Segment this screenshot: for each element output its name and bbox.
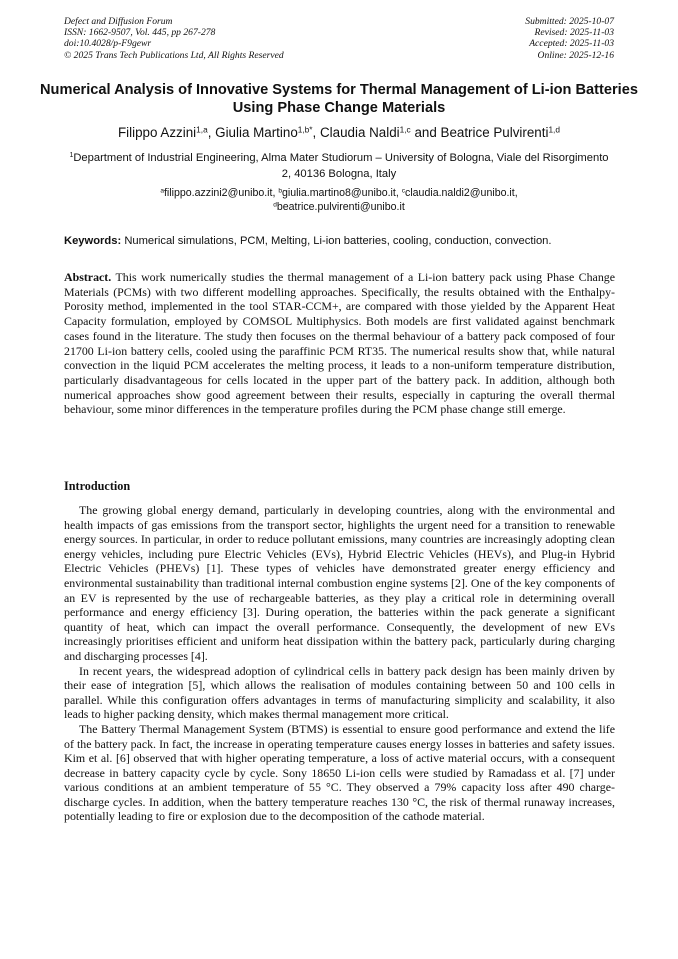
journal-copyright: © 2025 Trans Tech Publications Ltd, All Rights Reserved: [64, 49, 284, 61]
affiliation-mark: 1: [69, 152, 74, 160]
author-list: [20, 125, 658, 141]
email-mark: b: [278, 187, 283, 195]
affiliation-text: Department of Industrial Engineering, Alma Mater Studiorum – University of Bologna, Viale del Risorgimento 2, 40136 Bologna, Italy: [73, 152, 609, 180]
email-mark: a: [160, 187, 164, 195]
paper-title: Numerical Analysis of Innovative Systems for Thermal Management of Li-ion Batteries Using Phase Change Materials: [40, 82, 638, 116]
author-separator: and: [410, 125, 441, 140]
introduction-body: [64, 503, 615, 824]
author-affiliation-mark: 1,c: [399, 124, 411, 135]
email-list: $^a$filippo.azzini2@unibo.it, $^b$giulia.martino8@unibo.it, $^c$claudia.naldi2@unibo.it, $^d$beatrice.pulvirenti@unibo.it: [160, 187, 518, 213]
journal-doi: doi:10.4028/p-F9gewr: [64, 38, 152, 50]
author-name: Beatrice Pulvirenti: [440, 125, 549, 140]
paragraph: The Battery Thermal Management System (BTMS) is essential to ensure good performance and extend the life of the battery pack. In fact, the increase in operating temperature causes energy losses in batteries and safety issues. Kim et al. [6] observed that with higher operating temperature, a loss of active material occurs, with a consequent decrease in battery capacity cycle by cycle. Sony 18650 Li-ion cells were studied by Ramadass et al. [7] under various conditions at an ambient temperature of 55 °C. They observed a 79% capacity loss after 490 charge-discharge cycles. In addition, when the battery temperature reaches 130 °C, the risk of thermal runaway increases, potentially leading to fire or explosion due to the decomposition of the cathode material.: [64, 721, 615, 824]
accepted-date: Accepted: 2025-11-03: [529, 38, 614, 50]
email-mark: c: [401, 187, 406, 195]
author-affiliation-mark: 1,b*: [297, 124, 313, 135]
email-address[interactable]: claudia.naldi2@unibo.it: [405, 187, 515, 199]
journal-issn: ISSN: 1662-9507, Vol. 445, pp 267-278: [64, 27, 216, 39]
revised-date: Revised: 2025-11-03: [534, 27, 614, 39]
email-mark: d: [273, 201, 277, 209]
section-heading-introduction: Introduction: [64, 479, 131, 493]
author-name: Giulia Martino: [215, 125, 298, 140]
journal-info: [64, 16, 284, 61]
author-affiliation-mark: 1,d: [548, 124, 560, 135]
email-address[interactable]: giulia.martino8@unibo.it: [282, 187, 396, 199]
email-address[interactable]: filippo.azzini2@unibo.it: [163, 187, 273, 199]
keywords-text: Numerical simulations, PCM, Melting, Li-ion batteries, cooling, conduction, convection.: [124, 235, 552, 247]
author-affiliation-mark: 1,a: [196, 124, 208, 135]
author-name: Claudia Naldi: [319, 125, 400, 140]
affiliation: [64, 151, 614, 182]
author-name: Filippo Azzini: [118, 125, 197, 140]
paragraph: In recent years, the widespread adoption of cylindrical cells in battery pack design has been mainly driven by their ease of integration [5], which allows the realisation of modules containing between 50 and 100 cells in parallel. While this configuration offers advantages in terms of manufacturing simplicity and scalability, it also leads to higher packing density, which makes thermal management more critical.: [64, 663, 615, 722]
abstract-text: This work numerically studies the thermal management of a Li-ion battery pack using Phase Change Materials (PCMs) with two different modelling approaches. Specifically, the results obtained with the Enthalpy-Porosity method, implemented in the tool STAR-CCM+, are compared with those yielded by the Apparent Heat Capacity formulation, employed by COMSOL Multiphysics. Both models are first validated against benchmark cases found in the literature. The study then focuses on the thermal behaviour of a battery pack composed of four 21700 Li-ion battery cells, cooled using the paraffinic PCM RT35. The numerical results show that, while natural convection in the liquid PCM accelerates the melting process, it leads to a non-uniform temperature distribution, particularly disadvantageous for cells located in the upper part of the battery pack. In addition, although both numerical approaches show good agreement between their results, especially in capturing the overall thermal behaviour, some minor differences in the temperature profiles during the PCM phase change still emerge.: [64, 270, 616, 417]
author-separator: ,: [207, 125, 216, 140]
abstract: [64, 270, 615, 417]
keywords: [64, 234, 624, 248]
email-address[interactable]: beatrice.pulvirenti@unibo.it: [276, 201, 405, 213]
journal-name: Defect and Diffusion Forum: [64, 16, 173, 27]
publication-dates: [525, 16, 614, 61]
paragraph: The growing global energy demand, particularly in developing countries, along with the environmental and health impacts of gas emissions from the transport sector, highlights the urgent need for a transition to renewable energy sources. In particular, in order to reduce pollutant emissions, many countries are increasingly adopting clean energy vehicles, including pure Electric Vehicles (EVs), Hybrid Electric Vehicles (HEVs), and Plug-in Hybrid Electric Vehicles (PHEVs) [1]. These types of vehicles have demonstrated greater energy efficiency and environmental sustainability than traditional internal combustion engine systems [2]. One of the key components of an EV is represented by the use of rechargeable batteries, as they play a critical role in determining overall performance and energy efficiency [3]. During operation, the batteries within the pack generate a significant quantity of heat, which can impact the overall performance. Consequently, the development of new EVs increasingly prioritises efficient and uniform heat dissipation within the battery pack, particularly during charging and discharging processes [4].: [64, 503, 615, 663]
abstract-label: Abstract.: [64, 270, 112, 284]
submitted-date: Submitted: 2025-10-07: [525, 16, 614, 27]
online-date: Online: 2025-12-16: [537, 49, 614, 61]
keywords-label: Keywords:: [64, 235, 122, 247]
author-separator: ,: [312, 125, 320, 140]
